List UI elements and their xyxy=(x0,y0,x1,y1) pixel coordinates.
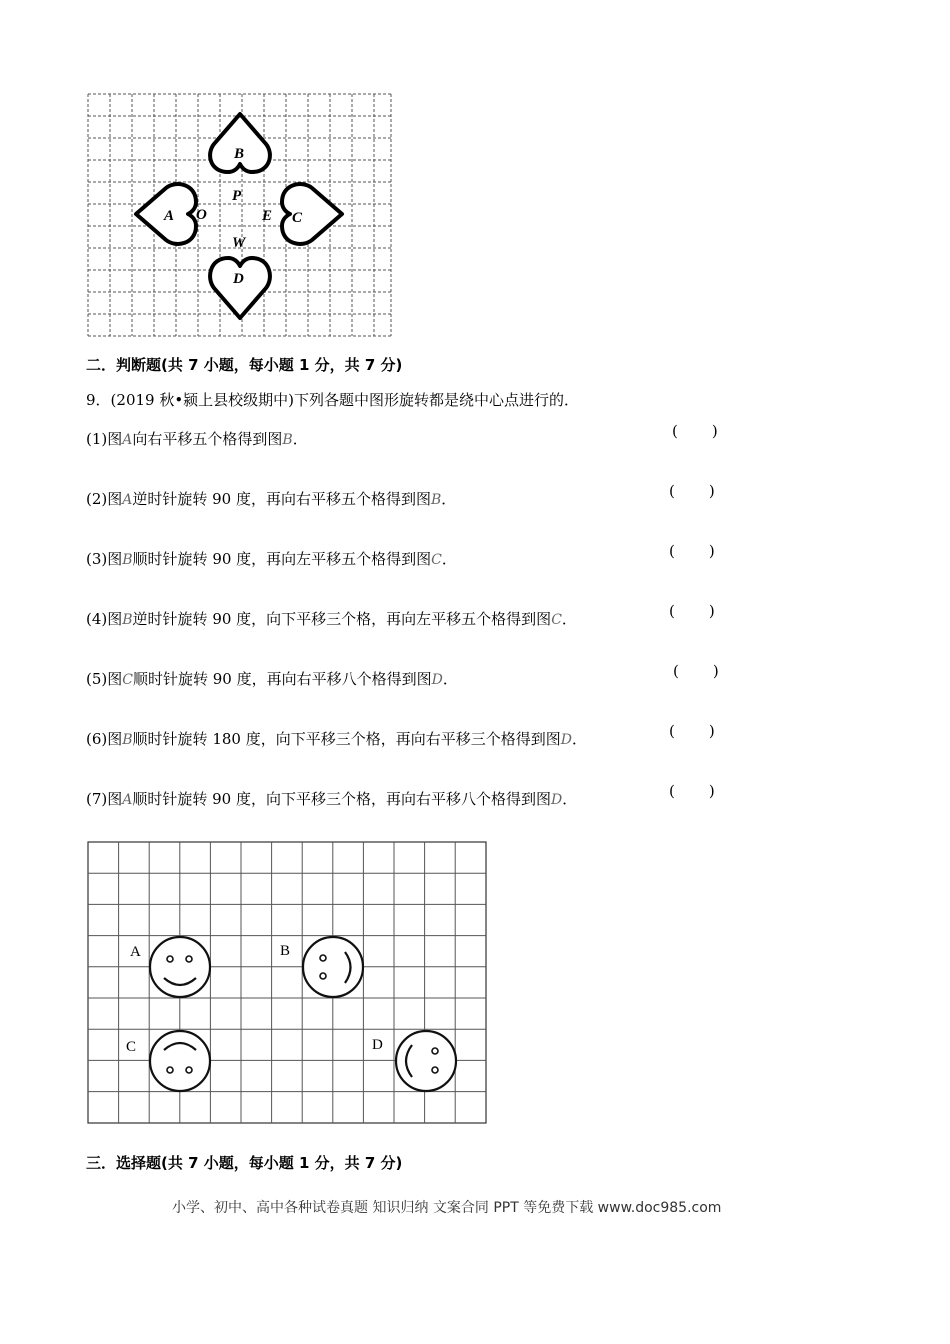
face-label-b: B xyxy=(280,943,291,959)
item-3 xyxy=(86,548,457,569)
item-num: (4)图 xyxy=(86,610,123,628)
label-a: A xyxy=(164,208,175,224)
face-label-d: D xyxy=(372,1037,383,1053)
item-num: (6)图 xyxy=(86,730,123,748)
label-o: O xyxy=(196,207,207,223)
item-text: 顺时针旋转 90 度，向下平移三个格，再向右平移八个格得到图 xyxy=(132,790,552,808)
item-num: (3)图 xyxy=(86,550,123,568)
section-3-title: 三．选择题(共 7 小题，每小题 1 分，共 7 分) xyxy=(86,1154,403,1172)
label-d: D xyxy=(233,271,244,287)
smiley-rotation-figure xyxy=(86,840,488,1126)
item-2 xyxy=(86,488,456,509)
face-label-c: C xyxy=(126,1039,137,1055)
var-b: B xyxy=(122,732,133,748)
item-text: 逆时针旋转 90 度，再向右平移五个格得到图 xyxy=(132,490,431,508)
var-b: B xyxy=(122,552,133,568)
item-end: ． xyxy=(562,790,578,808)
var-d: D xyxy=(431,672,443,688)
var-c: C xyxy=(551,612,562,628)
smiley-a xyxy=(150,937,210,997)
item-end: ． xyxy=(441,490,457,508)
heart-d xyxy=(210,258,270,318)
paren-close: ) xyxy=(708,542,715,560)
item-text: 逆时针旋转 90 度，向下平移三个格，再向左平移五个格得到图 xyxy=(132,610,552,628)
item-end: ． xyxy=(441,550,457,568)
label-e: E xyxy=(262,208,273,224)
paren-open: ( xyxy=(669,482,675,500)
paren-open: ( xyxy=(669,602,675,620)
face-label-a: A xyxy=(130,944,141,960)
answer-blank-4[interactable] xyxy=(669,602,715,620)
footer-text: 小学、初中、高中各种试卷真题 知识归纳 文案合同 PPT 等免费下载 www.doc985.com xyxy=(172,1200,722,1216)
item-1 xyxy=(86,428,308,449)
var-c: C xyxy=(122,672,133,688)
question-9-stem: 9．(2019 秋•颍上县校级期中)下列各题中图形旋转都是绕中心点进行的． xyxy=(86,391,580,409)
var-b: B xyxy=(122,612,133,628)
smiley-c xyxy=(150,1031,210,1091)
paren-close: ) xyxy=(708,602,715,620)
label-p: P xyxy=(232,188,242,204)
paren-close: ) xyxy=(708,482,715,500)
item-num: (2)图 xyxy=(86,490,123,508)
answer-blank-3[interactable] xyxy=(669,542,715,560)
item-end: ． xyxy=(442,670,458,688)
paren-open: ( xyxy=(669,782,675,800)
smiley-b xyxy=(303,937,363,997)
smiley-d xyxy=(396,1031,456,1091)
label-c: C xyxy=(292,210,303,226)
item-7 xyxy=(86,788,577,809)
paren-open: ( xyxy=(669,542,675,560)
var-d: D xyxy=(551,792,563,808)
var-a: A xyxy=(122,492,133,508)
var-c: C xyxy=(431,552,442,568)
item-text: 顺时针旋转 90 度，再向左平移五个格得到图 xyxy=(132,550,432,568)
answer-blank-7[interactable] xyxy=(669,782,715,800)
item-num: (7)图 xyxy=(86,790,123,808)
label-w: W xyxy=(232,235,246,251)
item-text: 向右平移五个格得到图 xyxy=(132,430,283,448)
label-b: B xyxy=(234,146,245,162)
answer-blank-2[interactable] xyxy=(669,482,715,500)
paren-open: ( xyxy=(669,722,675,740)
heart-b xyxy=(210,114,270,172)
var-d: D xyxy=(560,732,572,748)
paren-close: ) xyxy=(712,662,719,680)
paren-close: ) xyxy=(708,782,715,800)
item-end: ． xyxy=(561,610,577,628)
var-a: A xyxy=(122,432,133,448)
paren-open: ( xyxy=(672,422,678,440)
paren-close: ) xyxy=(708,722,715,740)
item-text: 顺时针旋转 90 度，再向右平移八个格得到图 xyxy=(132,670,432,688)
item-5 xyxy=(86,668,458,689)
item-text: 顺时针旋转 180 度，向下平移三个格，再向右平移三个格得到图 xyxy=(132,730,561,748)
paren-open: ( xyxy=(673,662,679,680)
heart-c xyxy=(282,184,342,244)
heart-rotation-figure xyxy=(86,92,394,340)
paren-close: ) xyxy=(711,422,718,440)
item-4 xyxy=(86,608,577,629)
section-2-title: 二．判断题(共 7 小题，每小题 1 分，共 7 分) xyxy=(86,356,403,374)
var-b: B xyxy=(431,492,442,508)
var-b: B xyxy=(282,432,293,448)
answer-blank-1[interactable] xyxy=(672,422,718,440)
item-6 xyxy=(86,728,587,749)
answer-blank-5[interactable] xyxy=(673,662,719,680)
item-num: (1)图 xyxy=(86,430,123,448)
answer-blank-6[interactable] xyxy=(669,722,715,740)
item-num: (5)图 xyxy=(86,670,123,688)
var-a: A xyxy=(122,792,133,808)
item-end: ． xyxy=(292,430,308,448)
item-end: ． xyxy=(571,730,587,748)
